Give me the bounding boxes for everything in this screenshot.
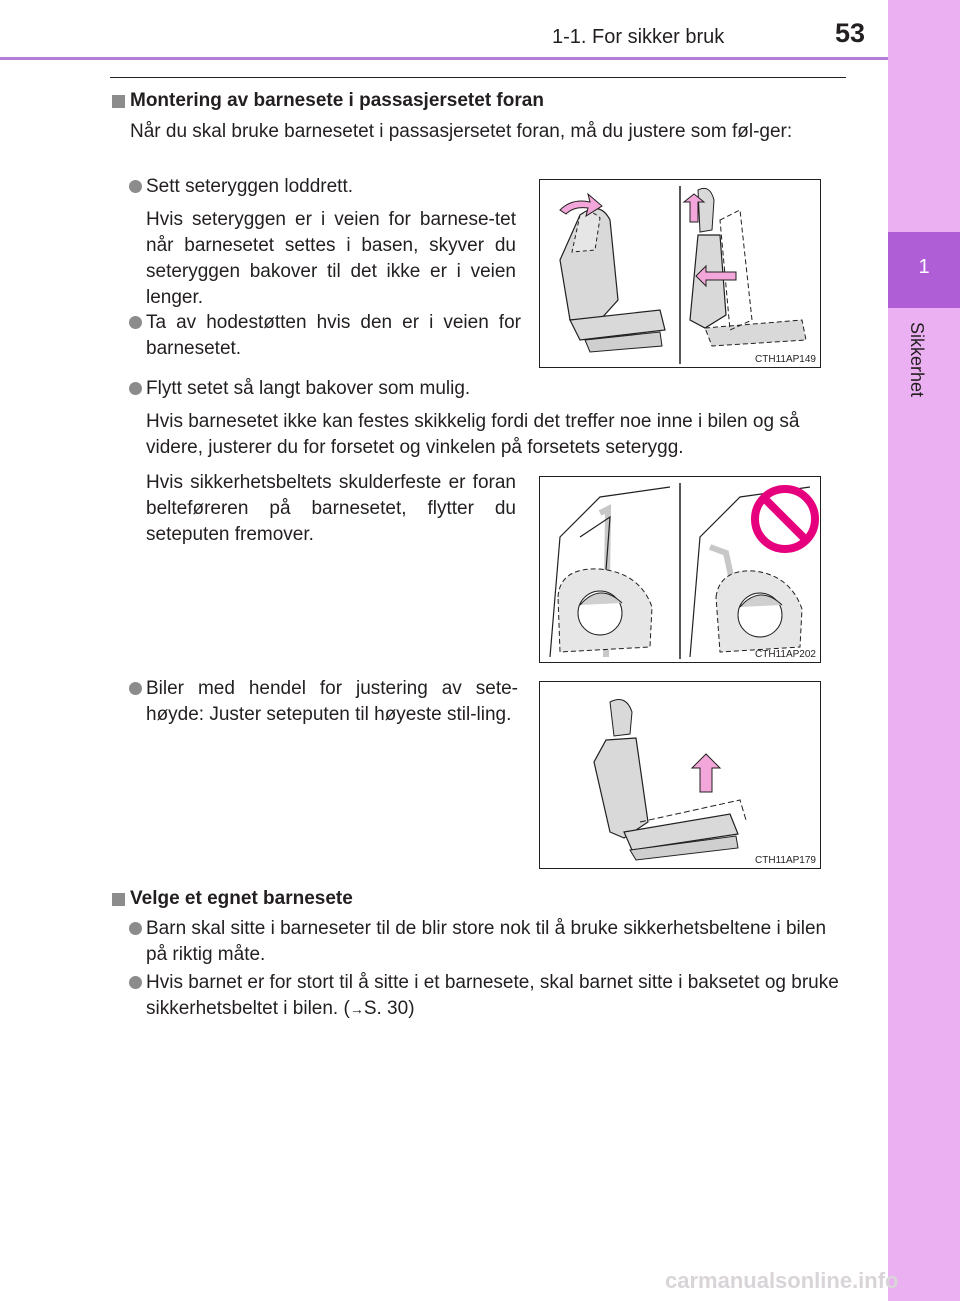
seat-height-illustration: [540, 682, 821, 869]
figure-belt-position: [539, 476, 821, 663]
bullet-dot: [129, 180, 142, 193]
bullet-upright-backrest-body: Hvis seteryggen er i veien for barnese-tet når barnesetet settes i basen, skyver du seteryggen bakover til det ikke er i veien lenger.: [146, 209, 516, 308]
front-seat-intro: Når du skal bruke barnesetet i passasjersetet foran, må du justere som føl-ger:: [130, 121, 793, 142]
figure-code: CTH11AP202: [755, 649, 816, 660]
section-heading-choose-seat: Velge et egnet barnesete: [130, 888, 353, 909]
bullet-dot: [129, 682, 142, 695]
belt-anchor-note: Hvis sikkerhetsbeltets skulderfeste er foran belteføreren på barnesetet, flytter du seteputen fremover.: [146, 472, 516, 545]
bullet-upright-backrest: Sett seteryggen loddrett.: [146, 176, 354, 197]
bullet-dot: [129, 382, 142, 395]
figure-code: CTH11AP179: [755, 855, 816, 866]
section-square-marker: [112, 95, 125, 108]
chapter-side-strip: [888, 0, 960, 1301]
figure-seat-height: [539, 681, 821, 869]
chapter-number: 1: [918, 256, 930, 278]
chapter-tab[interactable]: [888, 232, 960, 308]
chapter-label: Sikkerhet: [907, 322, 927, 398]
bullet-dot: [129, 316, 142, 329]
page-number: 53: [835, 18, 866, 48]
page-reference-link[interactable]: S. 30: [363, 998, 409, 1019]
content-rule: [110, 77, 846, 78]
reference-arrow: →: [349, 1001, 364, 1017]
bullet-child-too-big: [146, 970, 850, 1022]
seat-adjust-illustration: [540, 180, 821, 368]
section-title: 1-1. For sikker bruk: [552, 26, 725, 48]
figure-seat-adjust: [539, 179, 821, 368]
bullet-move-seat-back-body: Hvis barnesetet ikke kan festes skikkelig fordi det treffer noe inne i bilen og så videre, justerer du for forsetet og vinkelen på forsetets seterygg.: [146, 411, 800, 458]
bullet-move-seat-back: Flytt setet så langt bakover som mulig.: [146, 378, 471, 399]
header-divider: [0, 57, 888, 60]
section-square-marker: [112, 893, 125, 906]
bullet-child-seat-age: Barn skal sitte i barneseter til de blir store nok til å bruke sikkerhetsbeltene i bilen på riktig måte.: [146, 918, 827, 965]
bullet-dot: [129, 976, 142, 989]
section-heading-front-seat: Montering av barnesete i passasjersetet foran: [130, 90, 544, 111]
figure-code: CTH11AP149: [755, 354, 816, 365]
bullet-remove-headrest: Ta av hodestøtten hvis den er i veien for barnesetet.: [146, 312, 521, 359]
bullet-dot: [129, 922, 142, 935]
bullet-child-too-big-text: Hvis barnet er for stort til å sitte i et barnesete, skal barnet sitte i baksetet og bruke sikkerhetsbeltet i bilen. (: [146, 972, 839, 1019]
belt-position-illustration: [540, 477, 821, 663]
reference-close: ): [408, 998, 415, 1019]
bullet-seat-height: Biler med hendel for justering av sete-høyde: Juster seteputen til høyeste stil-ling.: [146, 678, 518, 725]
watermark: carmanualsonline.info: [665, 1268, 899, 1293]
